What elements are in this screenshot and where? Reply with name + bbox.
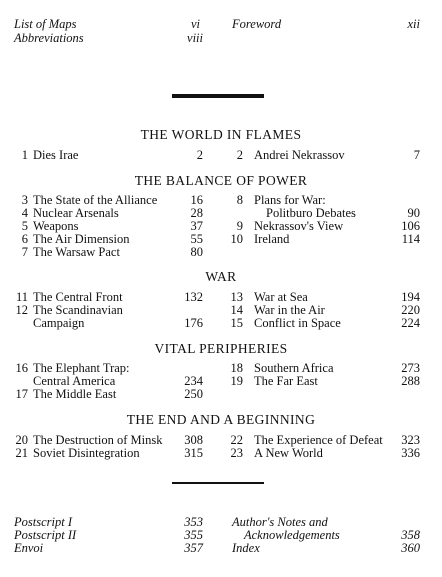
chapter-title: Nekrassov's View	[254, 219, 344, 233]
chapter-title: The Scandinavian	[33, 303, 123, 317]
section-heading: THE BALANCE OF POWER	[134, 173, 308, 188]
chapter-title: Ireland	[254, 232, 290, 246]
back-matter-page: 358	[401, 528, 420, 542]
chapter-number: 14	[230, 303, 243, 317]
chapter-page: 315	[184, 446, 203, 460]
back-matter-title: Index	[232, 541, 260, 555]
chapter-number: 11	[15, 290, 28, 304]
chapter-number: 18	[230, 361, 243, 375]
chapter-number: 2	[236, 148, 243, 162]
back-matter-title: Envoi	[14, 541, 44, 555]
chapter-page: 273	[401, 361, 420, 375]
chapter-title-continued: Campaign	[33, 316, 85, 330]
chapter-page: 250	[184, 387, 203, 401]
ornament-rule	[172, 482, 264, 484]
chapter-number: 6	[21, 232, 28, 246]
chapter-page: 220	[401, 303, 420, 317]
chapter-number: 13	[230, 290, 243, 304]
section-heading: THE WORLD IN FLAMES	[140, 127, 302, 142]
chapter-title: The State of the Alliance	[33, 193, 158, 207]
section-heading: VITAL PERIPHERIES	[154, 341, 288, 356]
chapter-title: The Far East	[254, 374, 318, 388]
chapter-number: 21	[15, 446, 28, 460]
chapter-page: 308	[184, 433, 203, 447]
chapter-page: 80	[190, 245, 203, 259]
front-matter-title: Abbreviations	[14, 31, 84, 45]
ornament-rule	[172, 94, 264, 98]
back-matter-page: 353	[184, 515, 203, 529]
chapter-title: Southern Africa	[254, 361, 334, 375]
chapter-title: War at Sea	[254, 290, 308, 304]
chapter-number: 8	[236, 193, 243, 207]
chapter-page: 7	[413, 148, 420, 162]
chapter-page: 28	[190, 206, 203, 220]
front-matter-page: xii	[407, 17, 420, 31]
chapter-number: 16	[15, 361, 28, 375]
chapter-title: Plans for War:	[254, 193, 326, 207]
chapter-page: 336	[401, 446, 420, 460]
chapter-number: 20	[15, 433, 28, 447]
back-matter-page: 355	[184, 528, 203, 542]
chapter-title: War in the Air	[254, 303, 325, 317]
chapter-number: 12	[15, 303, 28, 317]
chapter-page: 16	[190, 193, 203, 207]
chapter-page: 288	[401, 374, 420, 388]
chapter-number: 10	[230, 232, 243, 246]
chapter-title: The Middle East	[33, 387, 117, 401]
chapter-title: The Air Dimension	[33, 232, 130, 246]
back-matter-title: Postscript I	[14, 515, 72, 529]
back-matter-title: Postscript II	[14, 528, 77, 542]
front-matter-title: List of Maps	[14, 17, 77, 31]
chapter-page: 55	[190, 232, 203, 246]
back-matter-page: 360	[401, 541, 420, 555]
back-matter-title: Author's Notes and	[232, 515, 328, 529]
chapter-page: 323	[401, 433, 420, 447]
chapter-page: 176	[184, 316, 203, 330]
chapter-title: The Central Front	[33, 290, 123, 304]
chapter-title-continued: Central America	[33, 374, 116, 388]
chapter-title: The Experience of Defeat	[254, 433, 383, 447]
chapter-title: The Elephant Trap:	[33, 361, 130, 375]
chapter-title: Conflict in Space	[254, 316, 341, 330]
chapter-title: Andrei Nekrassov	[254, 148, 345, 162]
section-heading: THE END AND A BEGINNING	[126, 412, 316, 427]
chapter-number: 5	[21, 219, 28, 233]
chapter-number: 22	[230, 433, 243, 447]
chapter-title: Weapons	[33, 219, 79, 233]
chapter-number: 1	[21, 148, 28, 162]
chapter-title-continued: Politburo Debates	[266, 206, 356, 220]
chapter-page: 106	[401, 219, 420, 233]
chapter-number: 7	[21, 245, 28, 259]
chapter-page: 37	[190, 219, 203, 233]
chapter-number: 4	[21, 206, 28, 220]
chapter-number: 3	[21, 193, 28, 207]
chapter-page: 2	[196, 148, 203, 162]
chapter-number: 17	[15, 387, 28, 401]
chapter-number: 19	[230, 374, 243, 388]
chapter-title: Nuclear Arsenals	[33, 206, 119, 220]
chapter-number: 15	[230, 316, 243, 330]
chapter-page: 132	[184, 290, 203, 304]
chapter-title: Soviet Disintegration	[33, 446, 140, 460]
back-matter-title-continued: Acknowledgements	[244, 528, 340, 542]
chapter-page: 194	[401, 290, 420, 304]
back-matter-page: 357	[184, 541, 203, 555]
chapter-number: 23	[230, 446, 243, 460]
front-matter-page: viii	[187, 31, 203, 45]
chapter-title: A New World	[254, 446, 323, 460]
chapter-page: 234	[184, 374, 203, 388]
chapter-page: 90	[407, 206, 420, 220]
section-heading: WAR	[205, 269, 237, 284]
chapter-page: 224	[401, 316, 420, 330]
chapter-title: The Destruction of Minsk	[33, 433, 163, 447]
front-matter-page: vi	[190, 17, 200, 31]
front-matter-title: Foreword	[232, 17, 282, 31]
chapter-title: The Warsaw Pact	[33, 245, 120, 259]
chapter-title: Dies Irae	[33, 148, 79, 162]
chapter-number: 9	[236, 219, 243, 233]
chapter-page: 114	[401, 232, 420, 246]
